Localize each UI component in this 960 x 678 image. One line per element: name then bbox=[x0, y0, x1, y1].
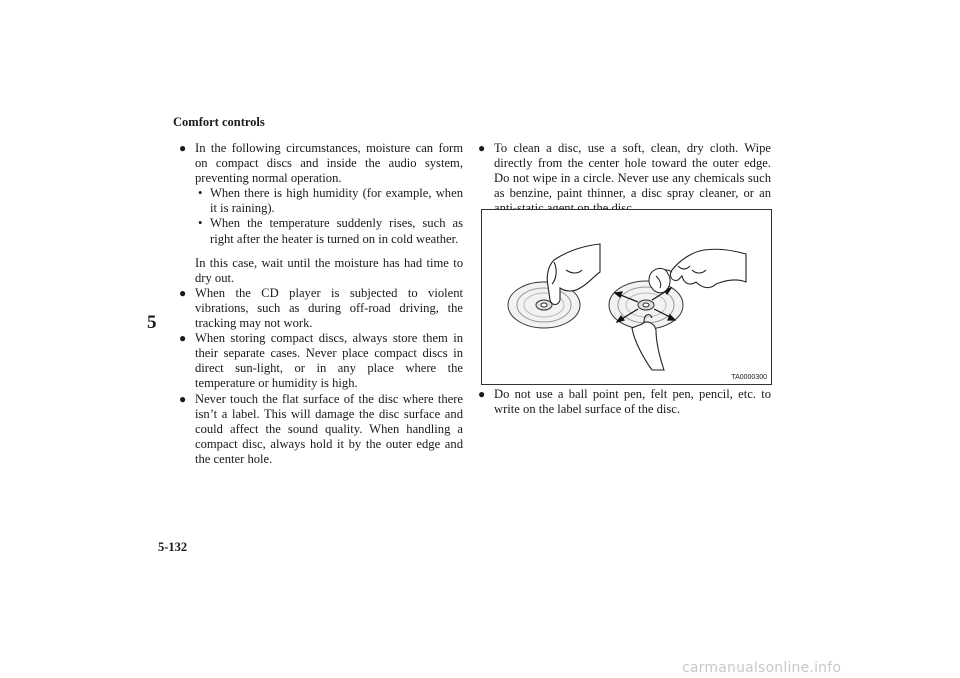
sub-item-text: When there is high humidity (for example, when it is raining). bbox=[210, 186, 463, 216]
bullet-moisture bbox=[180, 141, 463, 247]
moisture-note: In this case, wait until the moisture has had time to dry out. bbox=[195, 255, 463, 285]
disc-handling-figure bbox=[481, 209, 772, 385]
section-title: Comfort controls bbox=[173, 115, 265, 129]
bullet-cleaning: ● To clean a disc, use a soft, clean, dry cloth. Wipe directly from the center hole toward the outer edge. Do not wipe in a circle. Never use any chemicals such as benzine, paint thinner, a disc spray cleaner, or an bbox=[479, 141, 771, 216]
sub-item-mark: • bbox=[198, 186, 203, 201]
watermark: carmanualsonline.info bbox=[682, 660, 842, 676]
page-number: 5-132 bbox=[158, 540, 188, 554]
sub-item-mark: • bbox=[198, 216, 203, 231]
sub-item-temperature bbox=[195, 216, 463, 246]
sub-item-humidity bbox=[195, 186, 463, 216]
bullet-label-writing: ● Do not use a ball point pen, felt pen, pencil, etc. to write on the label surface of the disc. bbox=[479, 387, 771, 417]
sub-item-text: When the temperature suddenly rises, such as right after the heater is turned on in cold weather. bbox=[210, 216, 463, 246]
left-column bbox=[180, 141, 463, 467]
cleaning-cloth bbox=[649, 268, 670, 292]
disc-illustration bbox=[482, 210, 771, 384]
bullet-text: ● In the following circumstances, moisture can form on compact discs and inside the audio system, preventing normal operation. bbox=[195, 141, 463, 186]
chapter-tab: 5 bbox=[147, 312, 157, 333]
figure-code: TA0000300 bbox=[731, 374, 767, 381]
bullet-handling: ● Never touch the flat surface of the disc where there isn’t a label. This will damage the disc surface and could affect the sound quality. When handling a compact disc, always hold it by the outer edge and the center hole. bbox=[180, 392, 463, 467]
bullet-vibrations: ● When the CD player is subjected to violent vibrations, such as during off-road driving, the tracking may not work. bbox=[180, 286, 463, 331]
bullet-storage: ● When storing compact discs, always store them in their separate cases. Never place compact discs in direct sun-light, or in any place where the temperature or humidity is high. bbox=[180, 331, 463, 391]
right-column-lower bbox=[479, 387, 771, 417]
right-column bbox=[479, 141, 771, 216]
